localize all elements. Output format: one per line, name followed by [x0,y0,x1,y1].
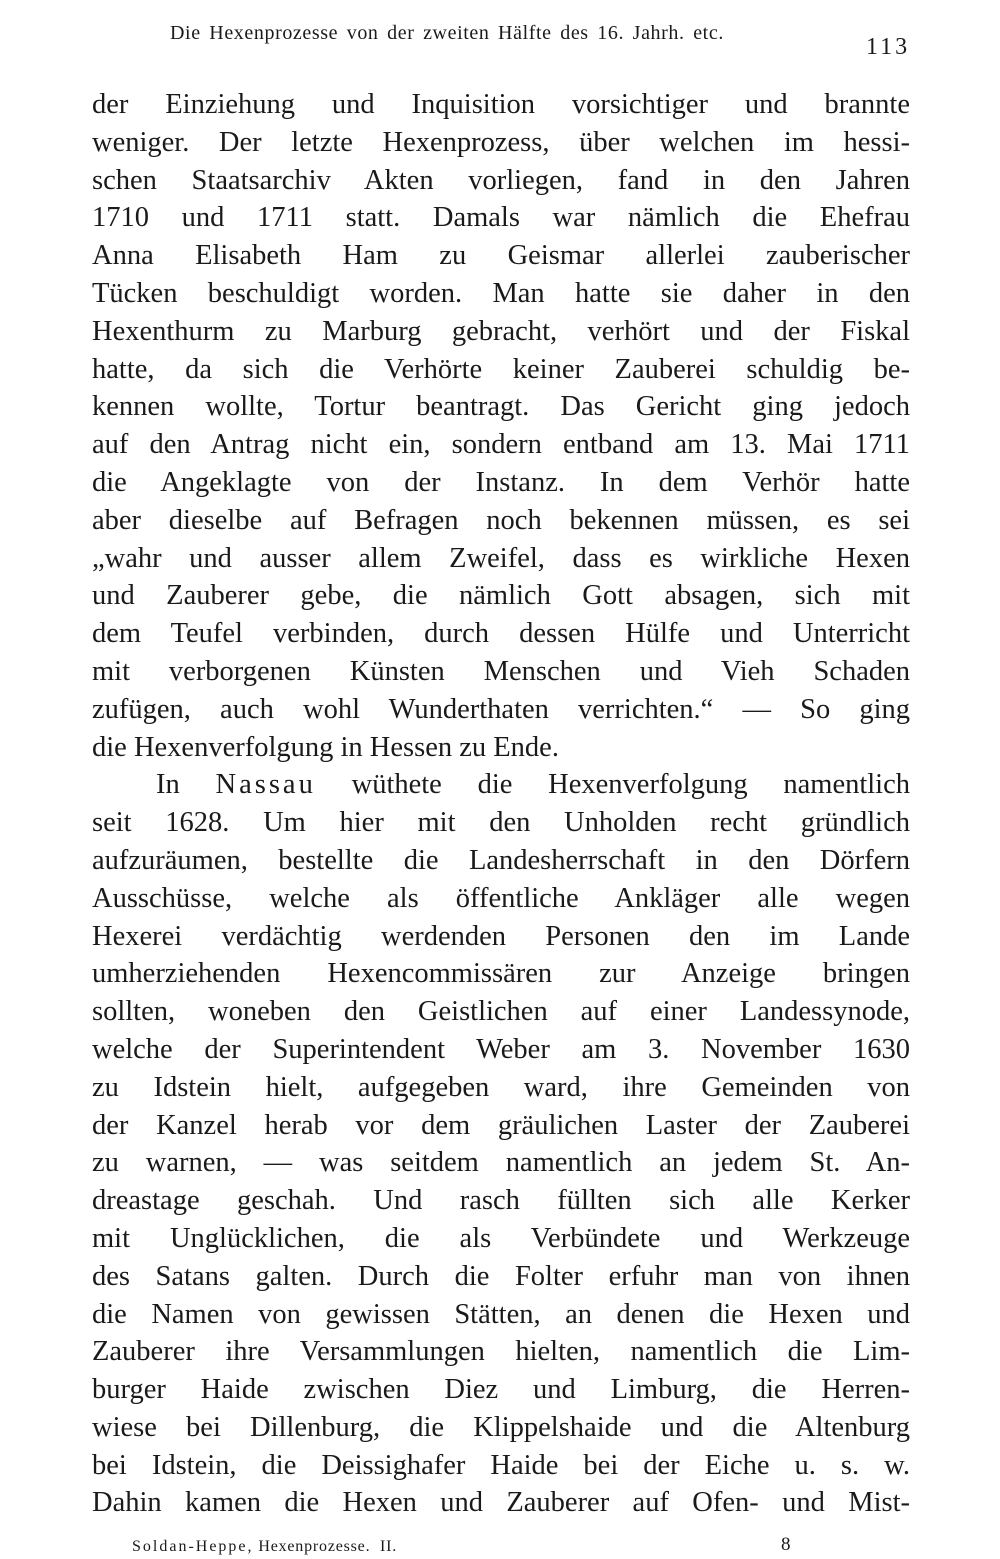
text-line: burger Haide zwischen Diez und Limburg, die Herren- [92,1374,910,1406]
text-line: wiese bei Dillenburg, die Klippelshaide und die Altenburg [92,1411,910,1443]
sheet-number: 8 [781,1534,791,1555]
text-line: kennen wollte, Tortur beantragt. Das Gericht ging jedoch [92,391,910,423]
text-line: „wahr und ausser allem Zweifel, dass es wirkliche Hexen [92,542,910,574]
text-line: und Zauberer gebe, die nämlich Gott absagen, sich mit [92,580,910,612]
text-line: auf den Antrag nicht ein, sondern entband am 13. Mai 1711 [92,429,910,461]
signature-authors: Soldan-Heppe, [132,1538,254,1555]
signature-title: Hexenprozesse. [258,1538,371,1555]
printer-signature [132,1538,397,1556]
paragraph-nassau [92,766,910,1522]
text-line: Anna Elisabeth Ham zu Geismar allerlei zauberischer [92,240,910,272]
text-line: die Hexenverfolgung in Hessen zu Ende. [92,731,559,763]
text-line: bei Idstein, die Deissighafer Haide bei der Eiche u. s. w. [92,1449,910,1481]
text-line: Ausschüsse, welche als öffentliche Ankläger alle wegen [92,882,910,914]
page-number: 113 [866,34,911,60]
text-line: zu warnen, — was seitdem namentlich an jedem St. An- [92,1147,910,1179]
text-line: welche der Superintendent Weber am 3. November 1630 [92,1033,910,1065]
text-line: des Satans galten. Durch die Folter erfuhr man von ihnen [92,1260,910,1292]
text-line: der Kanzel herab vor dem gräulichen Laster der Zauberei [92,1109,910,1141]
text-line: der Einziehung und Inquisition vorsichtiger und brannte [92,89,910,120]
text-line: aber dieselbe auf Befragen noch bekennen müssen, es sei [92,504,910,536]
text-line: Dahin kamen die Hexen und Zauberer auf Ofen- und Mist- [92,1487,910,1519]
text-line: die Angeklagte von der Instanz. In dem Verhör hatte [92,466,910,498]
text-fragment: wüthete die Hexenverfolgung namentlich [351,769,910,801]
running-head-title: Die Hexenprozesse von der zweiten Hälfte des 16. Jahrh. etc. [170,22,724,44]
emphasized-place-name: Nassau [215,769,316,801]
text-line: dreastage geschah. Und rasch füllten sich alle Kerker [92,1185,910,1217]
text-line: mit Unglücklichen, die als Verbündete und Werkzeuge [92,1222,910,1254]
text-line: umherziehenden Hexencommissären zur Anzeige bringen [92,958,910,990]
text-line: sollten, woneben den Geistlichen auf einer Landessynode, [92,996,910,1028]
text-line: Zauberer ihre Versammlungen hielten, namentlich die Lim- [92,1336,910,1368]
text-line: schen Staatsarchiv Akten vorliegen, fand in den Jahren [92,164,910,196]
text-line: die Namen von gewissen Stätten, an denen die Hexen und [92,1298,910,1330]
text-line [92,766,910,804]
paragraph-hessen [92,86,910,766]
text-fragment: In [156,769,180,801]
text-line: Hexerei verdächtig werdenden Personen den im Lande [92,920,910,952]
body-text [92,86,910,1522]
text-line: 1710 und 1711 statt. Damals war nämlich die Ehefrau [92,202,910,234]
text-line: hatte, da sich die Verhörte keiner Zauberei schuldig be- [92,353,910,385]
text-line: zu Idstein hielt, aufgegeben ward, ihre Gemeinden von [92,1071,910,1103]
text-line: mit verborgenen Künsten Menschen und Vieh Schaden [92,655,910,687]
text-line: aufzuräumen, bestellte die Landesherrschaft in den Dörfern [92,844,910,876]
text-line: Hexenthurm zu Marburg gebracht, verhört und der Fiskal [92,315,910,347]
signature-volume: II. [380,1538,398,1555]
text-line: dem Teufel verbinden, durch dessen Hülfe und Unterricht [92,618,910,650]
text-line: zufügen, auch wohl Wunderthaten verrichten.“ — So ging [92,693,910,725]
text-line: seit 1628. Um hier mit den Unholden recht gründlich [92,807,910,839]
text-line: weniger. Der letzte Hexenprozess, über welchen im hessi- [92,126,910,158]
text-line: Tücken beschuldigt worden. Man hatte sie daher in den [92,277,910,309]
